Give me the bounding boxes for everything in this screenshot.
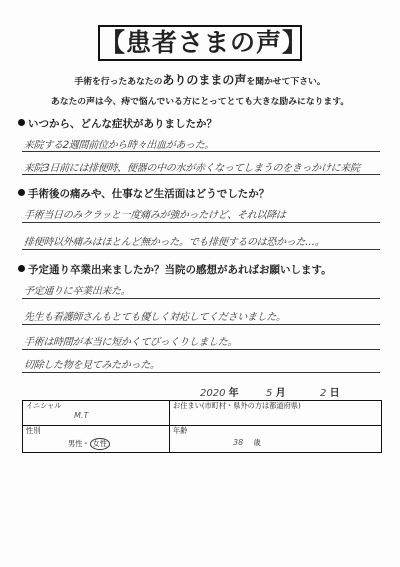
answer-line: 排便時以外痛みはほとんど無かった。でも排便するのは恐かった…。	[23, 237, 325, 248]
intro-text: 手術を行ったあなたの	[74, 77, 163, 87]
year-label: 年	[228, 388, 239, 399]
question-label: いつから、どんな症状がありましたか？	[28, 118, 217, 130]
question-label: 手術後の痛みや、仕事など生活面はどうでしたか？	[28, 188, 270, 200]
gender-separator: ・	[82, 439, 90, 448]
answer-rule	[22, 151, 380, 152]
intro-line-1	[0, 71, 400, 88]
age-label: 年齢	[173, 426, 188, 435]
initial-value: M.T	[74, 411, 89, 420]
answer-rule	[22, 174, 380, 175]
answer-rule	[22, 324, 380, 325]
gender-female-option-selected: 女性	[90, 438, 110, 450]
age-row	[173, 436, 378, 448]
bullet-icon	[18, 189, 25, 196]
month-value: 5	[266, 388, 273, 399]
age-cell	[170, 426, 382, 453]
page-title: 【患者さまの声】	[98, 25, 302, 61]
address-cell	[170, 401, 382, 426]
answer-rule	[22, 222, 380, 223]
answer-line: 予定通りに卒業出来た。	[23, 286, 131, 297]
question-label: 予定通り卒業出来ましたか？当院の感想があればお願いします。	[28, 264, 332, 276]
answer-line: 手術当日のみクラッと一度痛みが強かったけど、それ以降は	[23, 210, 286, 221]
answer-line: 先生も看護師さんもとても優しく対応してくださいました。	[23, 312, 287, 323]
age-value: 38	[233, 438, 244, 447]
age-unit: 歳	[253, 438, 261, 447]
month-label: 月	[275, 388, 286, 399]
answer-rule	[22, 349, 380, 350]
address-label: お住まい(市町村・県外の方は都道府県)	[173, 401, 301, 410]
answer-line: 来院する2週間前位から時々出血があった。	[23, 140, 215, 151]
year-value: 2020	[200, 388, 226, 399]
gender-cell	[23, 426, 170, 453]
question-1	[18, 116, 217, 131]
day-label: 日	[329, 388, 340, 399]
bullet-icon	[18, 119, 25, 126]
answer-rule	[22, 372, 380, 373]
answer-line: 手術は時間が本当に短かくてびっくりしました。	[23, 337, 238, 348]
date-year	[200, 384, 239, 399]
date-day	[320, 384, 340, 399]
question-3	[18, 262, 332, 277]
day-value: 2	[320, 388, 327, 399]
answer-line: 切除した物を見てみたかった。	[23, 360, 161, 371]
question-2	[18, 186, 269, 201]
bullet-icon	[18, 265, 25, 272]
answer-rule	[22, 249, 380, 250]
intro-line-2: あなたの声は今、痔で悩んでいる方にとってとても大きな励みになります。	[50, 97, 350, 107]
patient-info-table	[22, 400, 382, 453]
answer-line: 来院3日前には排便時、便器の中の水が赤くなってしまうのをきっかけに来院	[23, 163, 361, 174]
intro-text: を聞かせて下さい。	[246, 77, 326, 87]
gender-options	[26, 436, 166, 450]
date-month	[266, 384, 286, 399]
intro-emphasis: ありのままの声	[162, 73, 247, 87]
gender-male-option: 男性	[68, 439, 83, 448]
gender-label: 性別	[26, 426, 41, 435]
initial-label: イニシャル	[26, 401, 62, 410]
answer-rule	[22, 298, 380, 299]
initial-cell	[23, 401, 170, 426]
